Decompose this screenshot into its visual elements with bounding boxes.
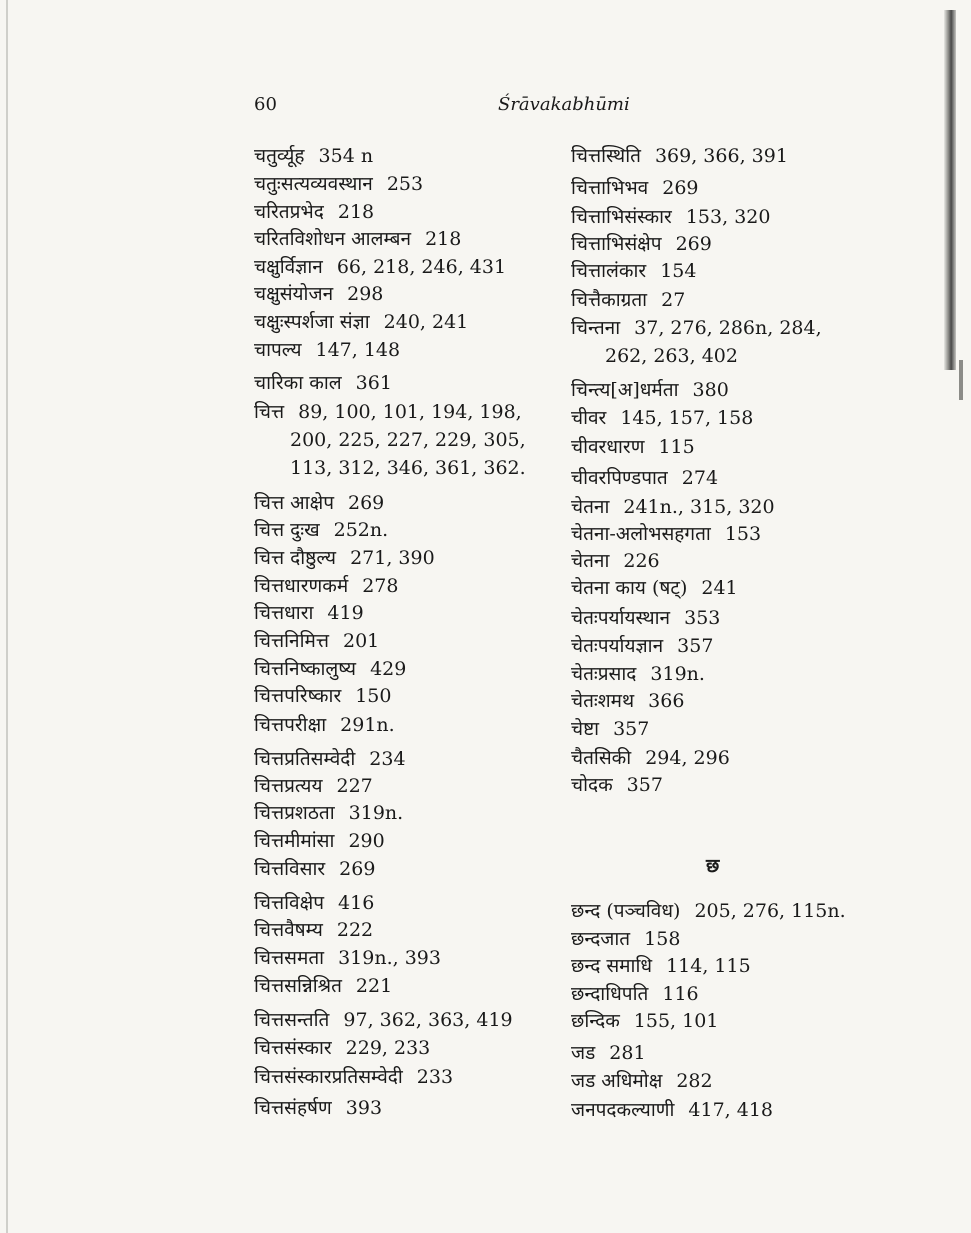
index-term: चित्तधारा bbox=[254, 602, 314, 624]
index-entry bbox=[571, 1068, 713, 1094]
index-term: चित्तनिष्कालुष्य bbox=[254, 658, 357, 680]
scan-edge-left bbox=[6, 0, 8, 1233]
index-term: चित्तविक्षेप bbox=[254, 892, 325, 914]
index-entry bbox=[254, 712, 395, 738]
index-entry bbox=[254, 545, 435, 571]
index-page-refs: 369, 366, 391 bbox=[654, 145, 788, 167]
index-page-refs: 154 bbox=[660, 260, 697, 282]
index-term: चैतसिकी bbox=[571, 747, 632, 769]
index-entry bbox=[571, 204, 770, 230]
index-term: चित्तधारणकर्म bbox=[254, 575, 349, 597]
index-entry bbox=[254, 1035, 430, 1061]
index-page-refs: 319n. bbox=[348, 802, 404, 824]
index-page-refs: 361 bbox=[355, 372, 392, 394]
index-page-refs: 147, 148 bbox=[315, 339, 401, 361]
index-entry bbox=[254, 856, 375, 882]
index-entry bbox=[571, 465, 718, 491]
index-page-refs: 155, 101 bbox=[633, 1010, 719, 1032]
index-page-refs: 298 bbox=[347, 283, 384, 305]
index-page-refs: 229, 233 bbox=[345, 1037, 431, 1059]
index-entry bbox=[571, 231, 712, 257]
index-page-refs: 357 bbox=[613, 718, 650, 740]
index-entry bbox=[571, 953, 751, 979]
index-entry bbox=[571, 287, 685, 313]
index-entry bbox=[254, 399, 522, 425]
index-term: चित्तसंस्कार bbox=[254, 1037, 332, 1059]
index-page-refs: 227 bbox=[336, 775, 373, 797]
index-page-refs: 222 bbox=[336, 919, 374, 941]
index-page-refs: 380 bbox=[692, 379, 729, 401]
index-term: चित्ताभिसंस्कार bbox=[571, 206, 672, 228]
index-entry bbox=[571, 633, 713, 659]
index-term: चित्तसंहर्षण bbox=[254, 1097, 332, 1119]
index-entry bbox=[254, 773, 373, 799]
index-term: चक्षुसंयोजन bbox=[254, 283, 334, 305]
index-page-refs: 393 bbox=[345, 1097, 383, 1119]
index-entry bbox=[571, 434, 695, 460]
index-term: चेष्टा bbox=[571, 718, 600, 740]
index-entry bbox=[290, 427, 526, 453]
index-page-refs: 278 bbox=[362, 575, 399, 597]
index-term: चित्तपरीक्षा bbox=[254, 714, 327, 736]
index-term: चिन्त्य[अ]धर्मता bbox=[571, 379, 679, 401]
index-page-refs: 357 bbox=[626, 774, 663, 796]
index-term: चित्त दौष्ठुल्य bbox=[254, 547, 337, 569]
index-entry bbox=[571, 258, 696, 284]
index-page-refs: 291n. bbox=[340, 714, 395, 736]
index-page-refs: 269 bbox=[662, 177, 699, 199]
index-term: चित्तमीमांसा bbox=[254, 830, 335, 852]
index-term: छन्दजात bbox=[571, 928, 631, 950]
index-entry bbox=[571, 898, 846, 924]
index-page-refs: 274 bbox=[681, 467, 719, 489]
index-term: चतुःसत्यव्यवस्थान bbox=[254, 173, 373, 195]
index-entry bbox=[254, 600, 364, 626]
section-heading: छ bbox=[706, 855, 720, 877]
index-entry bbox=[571, 1040, 646, 1066]
index-entry bbox=[290, 455, 526, 481]
index-page-refs: 319n., 393 bbox=[338, 947, 441, 969]
index-entry bbox=[571, 405, 753, 431]
index-term: चित्तप्रतिसम्वेदी bbox=[254, 748, 356, 770]
index-term: चेतःपर्यायस्थान bbox=[571, 607, 671, 629]
index-page-refs: 429 bbox=[370, 658, 407, 680]
index-entry bbox=[254, 945, 441, 971]
index-page-refs: 153, 320 bbox=[685, 206, 771, 228]
index-page-refs: 218 bbox=[425, 228, 462, 250]
index-term: चित्त दुःख bbox=[254, 519, 320, 541]
index-page-refs: 153 bbox=[724, 523, 762, 545]
index-term: चक्षुर्विज्ञान bbox=[254, 256, 323, 278]
index-entry bbox=[571, 981, 699, 1007]
index-page-refs: 269 bbox=[348, 492, 385, 514]
index-page-refs: 262, 263, 402 bbox=[605, 345, 738, 367]
index-page-refs: 89, 100, 101, 194, 198, bbox=[298, 401, 522, 423]
index-entry bbox=[571, 745, 730, 771]
index-page-refs: 417, 418 bbox=[688, 1099, 774, 1121]
index-term: चित्तवैषम्य bbox=[254, 919, 323, 941]
index-term: चीवर bbox=[571, 407, 607, 429]
index-page-refs: 205, 276, 115n. bbox=[694, 900, 846, 922]
index-entry bbox=[571, 377, 729, 403]
index-term: छन्दिक bbox=[571, 1010, 620, 1032]
index-entry bbox=[571, 175, 699, 201]
index-term: छन्दाधिपति bbox=[571, 983, 649, 1005]
index-page-refs: 221 bbox=[355, 975, 393, 997]
index-entry bbox=[571, 1008, 718, 1034]
index-page-refs: 253 bbox=[386, 173, 424, 195]
index-page-refs: 319n. bbox=[650, 663, 705, 685]
index-entry bbox=[571, 661, 705, 687]
index-term: चित्तपरिष्कार bbox=[254, 685, 342, 707]
index-entry bbox=[254, 890, 374, 916]
index-page-refs: 269 bbox=[675, 233, 712, 255]
index-term: चित्तनिमित्त bbox=[254, 630, 329, 652]
index-entry bbox=[254, 171, 423, 197]
index-term: जनपदकल्याणी bbox=[571, 1099, 675, 1121]
index-page-refs: 113, 312, 346, 361, 362. bbox=[290, 457, 526, 479]
scan-edge-right bbox=[944, 10, 956, 370]
index-entry bbox=[254, 628, 379, 654]
index-entry bbox=[254, 490, 384, 516]
index-term: चीवरधारण bbox=[571, 436, 645, 458]
index-entry bbox=[605, 343, 738, 369]
index-term: चित्तालंकार bbox=[571, 260, 647, 282]
index-entry bbox=[571, 494, 775, 520]
index-term: चेतःप्रसाद bbox=[571, 663, 637, 685]
index-term: चेतना bbox=[571, 496, 610, 518]
index-entry bbox=[254, 281, 383, 307]
scan-edge-right-mark bbox=[959, 360, 963, 400]
index-term: चीवरपिण्डपात bbox=[571, 467, 668, 489]
index-term: चिन्तना bbox=[571, 317, 621, 339]
index-entry bbox=[254, 1095, 382, 1121]
index-term: छन्द (पञ्चविध) bbox=[571, 900, 681, 922]
index-entry bbox=[254, 656, 406, 682]
index-entry bbox=[254, 973, 392, 999]
index-term: चित्तस्थिति bbox=[571, 145, 641, 167]
index-entry bbox=[571, 926, 680, 952]
index-term: चित्ताभिभव bbox=[571, 177, 649, 199]
index-term: चेतना bbox=[571, 550, 610, 572]
index-entry bbox=[571, 521, 761, 547]
index-page-refs: 357 bbox=[677, 635, 714, 657]
index-page-refs: 145, 157, 158 bbox=[620, 407, 754, 429]
index-entry bbox=[571, 688, 684, 714]
index-term: चारिका काल bbox=[254, 372, 342, 394]
index-entry bbox=[254, 370, 392, 396]
index-entry bbox=[254, 683, 391, 709]
index-page-refs: 27 bbox=[661, 289, 686, 311]
index-page-refs: 158 bbox=[644, 928, 681, 950]
index-page-refs: 233 bbox=[416, 1066, 454, 1088]
index-page-refs: 37, 276, 286n, 284, bbox=[634, 317, 822, 339]
index-term: चित्तप्रत्यय bbox=[254, 775, 323, 797]
index-term: चापल्य bbox=[254, 339, 302, 361]
index-page-refs: 354 n bbox=[318, 145, 374, 167]
index-entry bbox=[571, 548, 660, 574]
index-entry bbox=[254, 199, 374, 225]
index-term: चित्तसंस्कारप्रतिसम्वेदी bbox=[254, 1066, 403, 1088]
index-entry bbox=[254, 309, 468, 335]
index-term: चित्तैकाग्रता bbox=[571, 289, 648, 311]
index-page-refs: 97, 362, 363, 419 bbox=[343, 1009, 513, 1031]
index-term: चित्तविसार bbox=[254, 858, 326, 880]
index-entry bbox=[254, 517, 388, 543]
index-page-refs: 114, 115 bbox=[666, 955, 751, 977]
index-entry bbox=[571, 143, 788, 169]
index-term: चित्तसन्निश्रित bbox=[254, 975, 342, 997]
index-term: चतुर्व्यूह bbox=[254, 145, 305, 167]
index-term: छन्द समाधि bbox=[571, 955, 653, 977]
index-entry bbox=[254, 800, 403, 826]
index-entry bbox=[254, 573, 398, 599]
index-entry bbox=[571, 315, 822, 341]
index-entry bbox=[571, 605, 720, 631]
index-page-refs: 116 bbox=[662, 983, 699, 1005]
index-page-refs: 353 bbox=[684, 607, 721, 629]
index-term: चित्तसमता bbox=[254, 947, 325, 969]
index-page-refs: 269 bbox=[339, 858, 376, 880]
index-term: चित्त आक्षेप bbox=[254, 492, 334, 514]
index-term: चक्षुःस्पर्शजा संज्ञा bbox=[254, 311, 370, 333]
index-term: चरितविशोधन आलम्बन bbox=[254, 228, 412, 250]
index-page-refs: 252n. bbox=[333, 519, 389, 541]
index-page-refs: 366 bbox=[648, 690, 685, 712]
index-term: जड अधिमोक्ष bbox=[571, 1070, 663, 1092]
running-title: Śrāvakabhūmi bbox=[498, 94, 630, 115]
index-page-refs: 150 bbox=[355, 685, 392, 707]
index-entry bbox=[254, 254, 506, 280]
index-entry bbox=[254, 337, 400, 363]
index-entry bbox=[571, 1097, 773, 1123]
index-term: चेतना काय (षट्) bbox=[571, 577, 688, 599]
index-entry bbox=[254, 226, 461, 252]
index-page-refs: 115 bbox=[658, 436, 695, 458]
index-term: चित्त bbox=[254, 401, 285, 423]
index-term: चित्तप्रशठता bbox=[254, 802, 335, 824]
index-page-refs: 66, 218, 246, 431 bbox=[336, 256, 507, 278]
index-page-refs: 201 bbox=[343, 630, 380, 652]
index-entry bbox=[254, 917, 373, 943]
index-page-refs: 282 bbox=[676, 1070, 713, 1092]
index-entry bbox=[254, 143, 373, 169]
index-term: चोदक bbox=[571, 774, 613, 796]
index-term: चित्ताभिसंक्षेप bbox=[571, 233, 662, 255]
index-page-refs: 271, 390 bbox=[350, 547, 435, 569]
index-entry bbox=[254, 1064, 453, 1090]
index-entry bbox=[254, 1007, 513, 1033]
index-term: चेतःशमथ bbox=[571, 690, 635, 712]
index-page-refs: 240, 241 bbox=[383, 311, 469, 333]
index-term: चेतःपर्यायज्ञान bbox=[571, 635, 664, 657]
index-page-refs: 290 bbox=[348, 830, 385, 852]
index-term: चेतना-अलोभसहगता bbox=[571, 523, 711, 545]
index-page-refs: 294, 296 bbox=[645, 747, 730, 769]
index-entry bbox=[254, 828, 385, 854]
index-entry bbox=[571, 575, 738, 601]
page-number: 60 bbox=[254, 94, 277, 115]
index-page-refs: 234 bbox=[369, 748, 406, 770]
index-page-refs: 281 bbox=[609, 1042, 646, 1064]
index-entry bbox=[571, 716, 649, 742]
index-page-refs: 241n., 315, 320 bbox=[623, 496, 775, 518]
index-term: चित्तसन्तति bbox=[254, 1009, 330, 1031]
index-term: चरितप्रभेद bbox=[254, 201, 324, 223]
index-page-refs: 200, 225, 227, 229, 305, bbox=[290, 429, 526, 451]
index-term: जड bbox=[571, 1042, 596, 1064]
index-page-refs: 226 bbox=[623, 550, 660, 572]
index-page-refs: 218 bbox=[337, 201, 375, 223]
index-page-refs: 241 bbox=[701, 577, 738, 599]
index-entry bbox=[254, 746, 406, 772]
index-page-refs: 419 bbox=[327, 602, 364, 624]
index-page-refs: 416 bbox=[338, 892, 375, 914]
index-entry bbox=[571, 772, 663, 798]
